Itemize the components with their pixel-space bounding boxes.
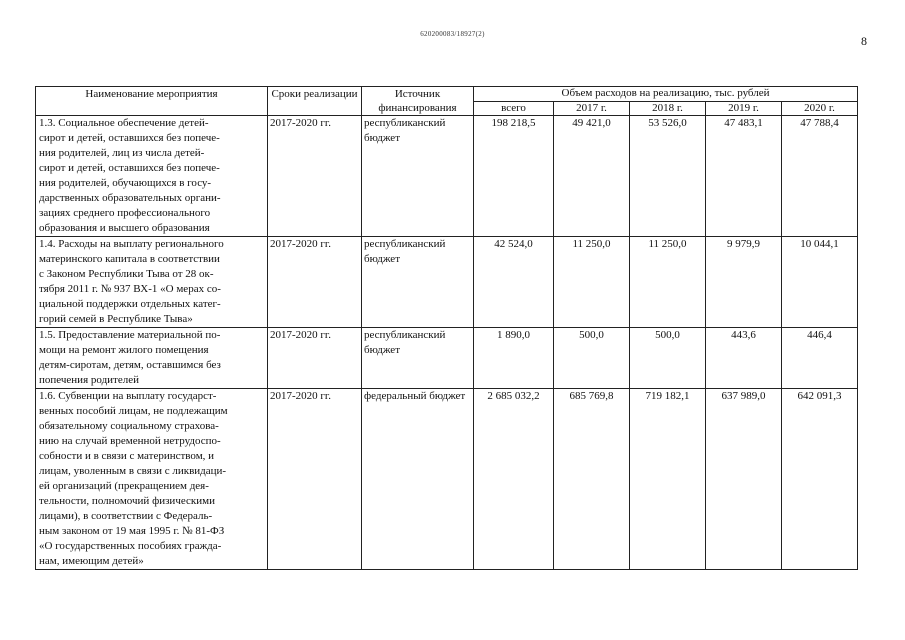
amount-y2018: 11 250,0	[630, 237, 706, 328]
activity-name-line: 1.4. Расходы на выплату регионального	[39, 238, 224, 250]
table-row	[36, 389, 858, 570]
activity-name-line: зациях среднего профессионального	[39, 207, 211, 219]
amount-total: 2 685 032,2	[474, 389, 554, 570]
activity-name-line: сирот и детей, оставшихся без попече-	[39, 162, 220, 174]
activity-name-line: ным законом от 19 мая 1995 г. № 81-ФЗ	[39, 525, 225, 537]
amount-y2019: 47 483,1	[706, 116, 782, 237]
header-2017: 2017 г.	[554, 101, 630, 116]
amount-y2017: 49 421,0	[554, 116, 630, 237]
activity-name-line: 1.6. Субвенции на выплату государст-	[39, 390, 217, 402]
amount-y2018: 500,0	[630, 328, 706, 389]
activity-name-line: нам, имеющим детей»	[39, 555, 144, 567]
activity-name	[36, 328, 268, 389]
amount-total: 1 890,0	[474, 328, 554, 389]
source-cell: республиканский бюджет	[362, 328, 474, 389]
amount-y2020: 47 788,4	[782, 116, 858, 237]
activity-name-line: 1.5. Предоставление материальной по-	[39, 329, 221, 341]
amount-y2020: 10 044,1	[782, 237, 858, 328]
activity-name-line: горий семей в Республике Тыва»	[39, 313, 193, 325]
page-number: 8	[861, 34, 867, 48]
activity-name-line: 1.3. Социальное обеспечение детей-	[39, 117, 209, 129]
activity-name-line: тября 2011 г. № 937 ВХ-1 «О мерах со-	[39, 283, 221, 295]
header-2020: 2020 г.	[782, 101, 858, 116]
header-name: Наименование мероприятия	[36, 87, 268, 116]
amount-y2017: 685 769,8	[554, 389, 630, 570]
period-cell: 2017-2020 гг.	[268, 116, 362, 237]
activity-name-line: мощи на ремонт жилого помещения	[39, 344, 209, 356]
activity-name	[36, 389, 268, 570]
period-cell: 2017-2020 гг.	[268, 237, 362, 328]
header-source: Источник финансирования	[362, 87, 474, 116]
activity-name-line: материнского капитала в соответствии	[39, 253, 220, 265]
activity-name-line: сирот и детей, оставшихся без попече-	[39, 132, 220, 144]
period-cell: 2017-2020 гг.	[268, 389, 362, 570]
source-cell: республиканский бюджет	[362, 237, 474, 328]
amount-y2017: 500,0	[554, 328, 630, 389]
activity-name-line: дарственных образовательных органи-	[39, 192, 221, 204]
activity-name-line: ния родителей, лиц из числа детей-	[39, 147, 205, 159]
header-2018: 2018 г.	[630, 101, 706, 116]
table-row	[36, 237, 858, 328]
period-cell: 2017-2020 гг.	[268, 328, 362, 389]
amount-y2020: 642 091,3	[782, 389, 858, 570]
activity-name	[36, 116, 268, 237]
activity-name-line: «О государственных пособиях гражда-	[39, 540, 222, 552]
amount-y2020: 446,4	[782, 328, 858, 389]
source-cell: федеральный бюджет	[362, 389, 474, 570]
activity-name-line: лицам, уволенным в связи с ликвидаци-	[39, 465, 227, 477]
header-period: Сроки реализации	[268, 87, 362, 116]
header-2019: 2019 г.	[706, 101, 782, 116]
amount-total: 42 524,0	[474, 237, 554, 328]
activity-name-line: венных пособий лицам, не подлежащим	[39, 405, 228, 417]
activity-name-line: детям-сиротам, детям, оставшимся без	[39, 359, 221, 371]
activity-name-line: ния родителей, обучающихся в госу-	[39, 177, 212, 189]
activity-name-line: лицами), в соответствии с Федераль-	[39, 510, 213, 522]
activity-name-line: с Законом Республики Тыва от 28 ок-	[39, 268, 214, 280]
document-id: 620200083/18927(2)	[420, 30, 485, 38]
amount-y2019: 443,6	[706, 328, 782, 389]
header-volume: Объем расходов на реализацию, тыс. рублей	[474, 87, 858, 102]
amount-y2018: 53 526,0	[630, 116, 706, 237]
amount-y2017: 11 250,0	[554, 237, 630, 328]
activity-name-line: тельности, полномочий физическими	[39, 495, 215, 507]
activity-name	[36, 237, 268, 328]
amount-y2018: 719 182,1	[630, 389, 706, 570]
activity-name-line: собности и в связи с материнством, и	[39, 450, 215, 462]
amount-total: 198 218,5	[474, 116, 554, 237]
activity-name-line: нию на случай временной нетрудоспо-	[39, 435, 221, 447]
activity-name-line: попечения родителей	[39, 374, 139, 386]
amount-y2019: 9 979,9	[706, 237, 782, 328]
activity-name-line: обязательному социальному страхова-	[39, 420, 219, 432]
activity-name-line: ей организаций (прекращением дея-	[39, 480, 209, 492]
table-row	[36, 328, 858, 389]
activity-name-line: образования и высшего образования	[39, 222, 210, 234]
table-row	[36, 116, 858, 237]
expenditure-table	[35, 86, 858, 570]
source-cell: республиканский бюджет	[362, 116, 474, 237]
amount-y2019: 637 989,0	[706, 389, 782, 570]
activity-name-line: циальной поддержки отдельных катег-	[39, 298, 221, 310]
header-total: всего	[474, 101, 554, 116]
